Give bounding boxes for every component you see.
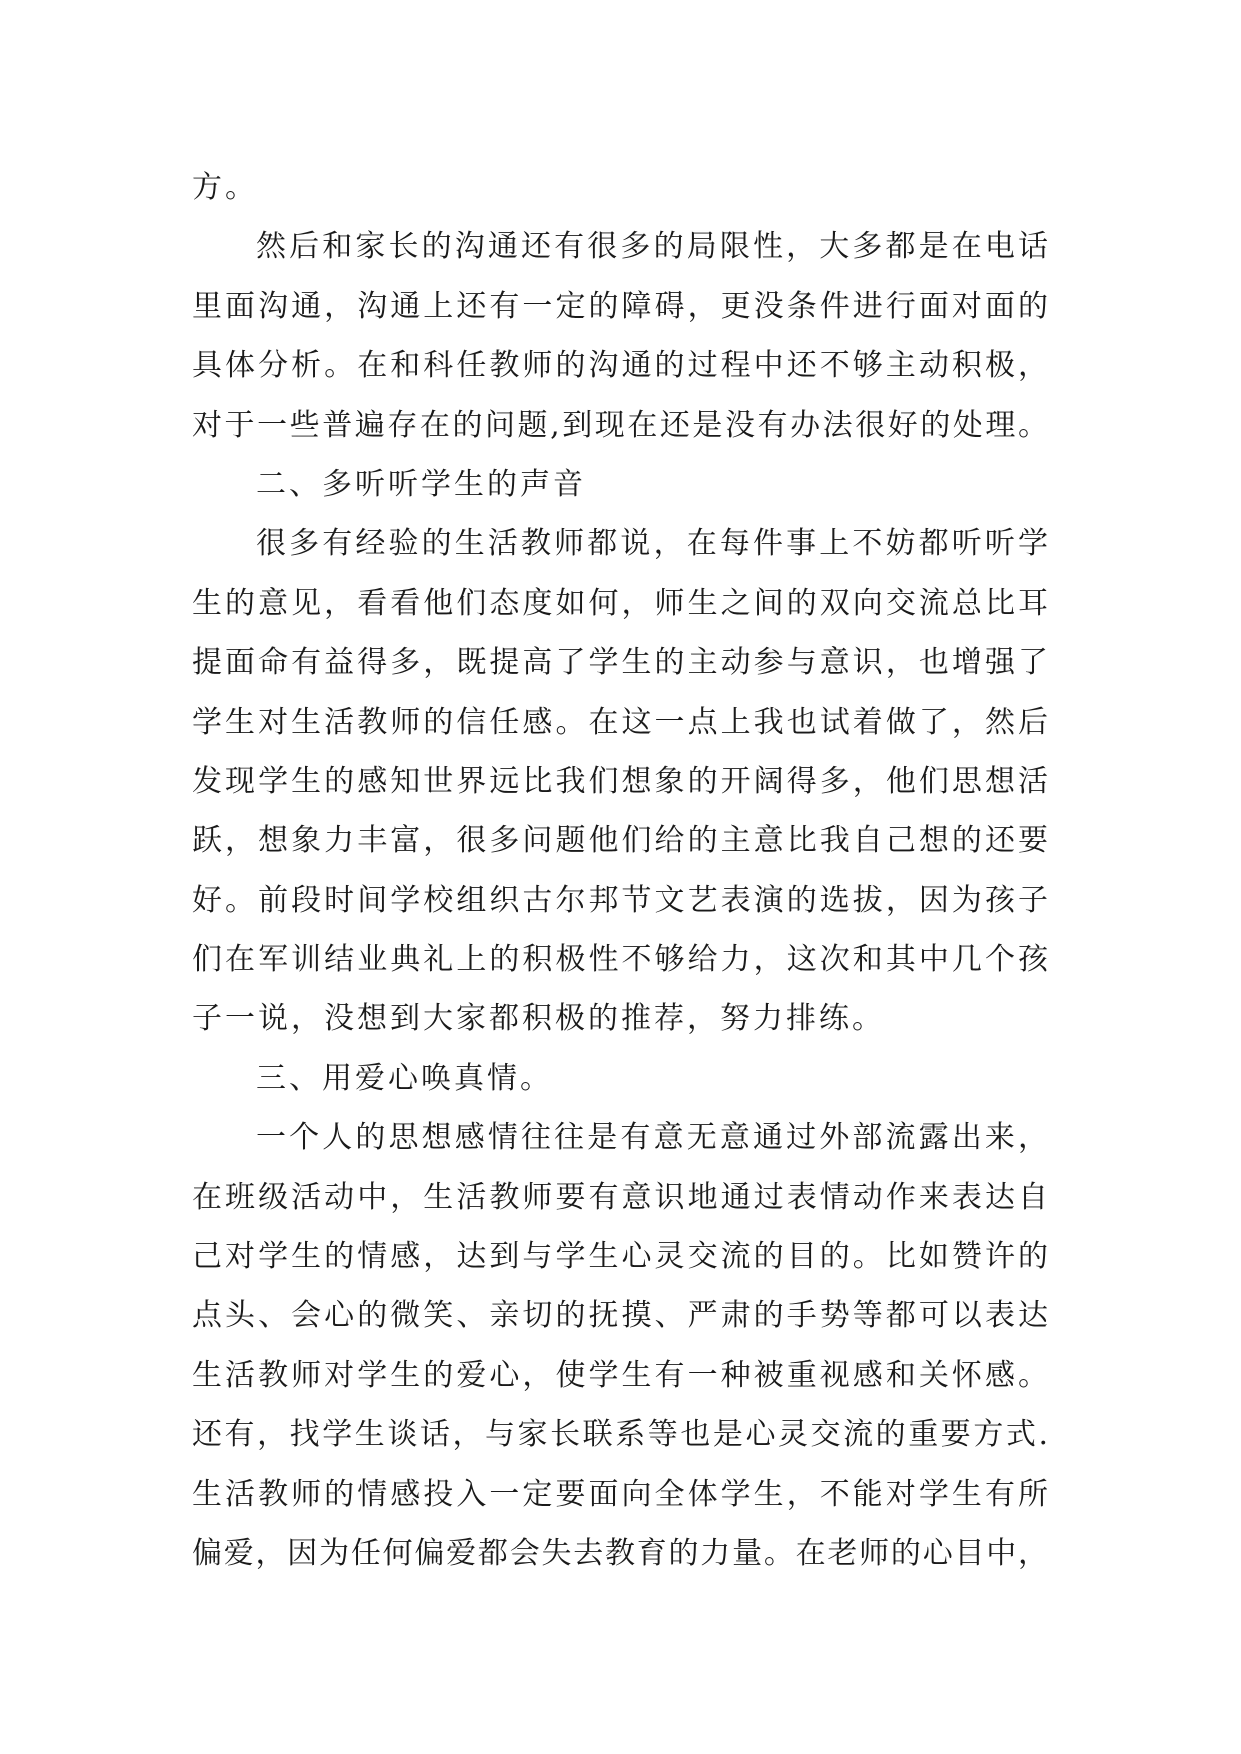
text-line: 二、多听听学生的声音: [256, 466, 586, 502]
text-line: 很多有经验的生活教师都说，在每件事上不妨都听听学: [256, 526, 1048, 562]
text-line: 们在军训结业典礼上的积极性不够给力，这次和其中几个孩: [192, 942, 1048, 978]
text-line: 里面沟通，沟通上还有一定的障碍，更没条件进行面对面的: [192, 288, 1048, 324]
text-line: 方。: [192, 170, 258, 205]
text-line: 跃，想象力丰富，很多问题他们给的主意比我自己想的还要: [192, 823, 1048, 859]
text-line: 偏爱，因为任何偏爱都会失去教育的力量。在老师的心目中，: [192, 1535, 1048, 1571]
text-line: 学生对生活教师的信任感。在这一点上我也试着做了，然后: [192, 704, 1048, 740]
text-line: 发现学生的感知世界远比我们想象的开阔得多，他们思想活: [192, 763, 1048, 799]
text-line: 好。前段时间学校组织古尔邦节文艺表演的选拔，因为孩子: [192, 882, 1048, 918]
text-line: 在班级活动中，生活教师要有意识地通过表情动作来表达自: [192, 1179, 1048, 1215]
text-line: 三、用爱心唤真情。: [256, 1060, 553, 1096]
text-line: 子一说，没想到大家都积极的推荐，努力排练。: [192, 1001, 885, 1037]
text-line: 生活教师的情感投入一定要面向全体学生，不能对学生有所: [192, 1476, 1048, 1512]
text-line: 己对学生的情感，达到与学生心灵交流的目的。比如赞许的: [192, 1239, 1048, 1275]
document-page: [192, 158, 1048, 1583]
text-line: 具体分析。在和科任教师的沟通的过程中还不够主动积极，: [192, 348, 1048, 384]
text-line: 生活教师对学生的爱心，使学生有一种被重视感和关怀感。: [192, 1357, 1048, 1393]
text-line: 还有，找学生谈话，与家长联系等也是心灵交流的重要方式.: [192, 1417, 1048, 1453]
text-line: 点头、会心的微笑、亲切的抚摸、严肃的手势等都可以表达: [192, 1298, 1048, 1334]
text-line: 生的意见，看看他们态度如何，师生之间的双向交流总比耳: [192, 585, 1048, 621]
text-line: 然后和家长的沟通还有很多的局限性，大多都是在电话: [256, 229, 1048, 265]
text-line: 提面命有益得多，既提高了学生的主动参与意识，也增强了: [192, 645, 1048, 681]
text-line: 一个人的思想感情往往是有意无意通过外部流露出来，: [256, 1120, 1048, 1156]
text-line: 对于一些普遍存在的问题,到现在还是没有办法很好的处理。: [192, 407, 1048, 443]
